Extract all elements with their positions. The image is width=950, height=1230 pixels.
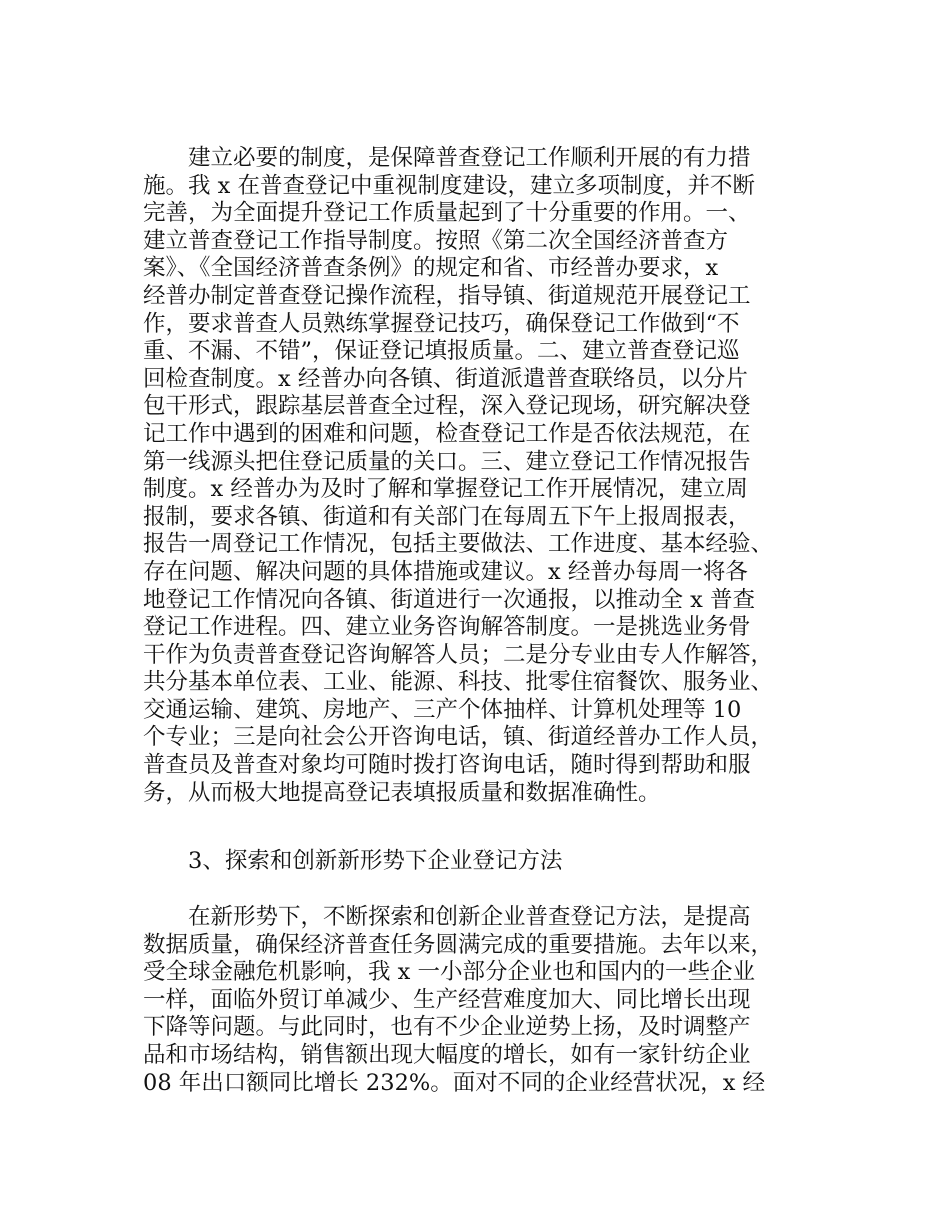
- text-line: 记工作中遇到的困难和问题，检查登记工作是否依法规范，在: [143, 420, 751, 447]
- text-line: 报告一周登记工作情况，包括主要做法、工作进度、基本经验、: [143, 531, 774, 558]
- text-line: 交通运输、建筑、房地产、三产个体抽样、计算机处理等 10: [143, 696, 742, 723]
- text-line: 回检查制度。x 经普办向各镇、街道派遣普查联络员，以分片: [143, 365, 748, 392]
- text-line: 干作为负责普查登记咨询解答人员；二是分专业由专人作解答，: [143, 641, 774, 668]
- text-line: 下降等问题。与此同时，也有不少企业逆势上扬，及时调整产: [143, 1014, 751, 1041]
- text-line: 建立普查登记工作指导制度。按照《第二次全国经济普查方: [143, 227, 729, 254]
- text-line: 在新形势下，不断探索和创新企业普查登记方法，是提高: [188, 904, 751, 930]
- text-line: 包干形式，跟踪基层普查全过程，深入登记现场，研究解决登: [143, 393, 751, 420]
- text-line: 08 年出口额同比增长 232%。面对不同的企业经营状况，x 经: [143, 1069, 766, 1096]
- text-line: 共分基本单位表、工业、能源、科技、批零住宿餐饮、服务业、: [143, 669, 774, 696]
- text-line: 案》、《全国经济普查条例》的规定和省、市经普办要求，x: [143, 255, 719, 282]
- section-heading: [143, 848, 823, 876]
- text-line: 地登记工作情况向各镇、街道进行一次通报，以推动全 x 普查: [143, 586, 755, 613]
- text-line: 普查员及普查对象均可随时拨打咨询电话，随时得到帮助和服: [143, 752, 751, 779]
- text-line: 登记工作进程。四、建立业务咨询解答制度。一是挑选业务骨: [143, 614, 751, 641]
- text-line: 制度。x 经普办为及时了解和掌握登记工作开展情况，建立周: [143, 476, 748, 503]
- text-line: 报制，要求各镇、街道和有关部门在每周五下午上报周报表，: [143, 503, 751, 530]
- paragraph-regulations: [143, 145, 823, 807]
- text-line: 务，从而极大地提高登记表填报质量和数据准确性。: [143, 779, 661, 806]
- text-line: 受全球金融危机影响，我 x 一小部分企业也和国内的一些企业: [143, 959, 755, 986]
- section-heading-text: 3、探索和创新新形势下企业登记方法: [188, 848, 563, 874]
- text-line: 个专业；三是向社会公开咨询电话，镇、街道经普办工作人员，: [143, 724, 774, 751]
- text-line: 施。我 x 在普查登记中重视制度建设，建立多项制度，并不断: [143, 172, 755, 199]
- text-line: 作，要求普查人员熟练掌握登记技巧，确保登记工作做到“不: [143, 310, 740, 337]
- text-line: 重、不漏、不错”，保证登记填报质量。二、建立普查登记巡: [143, 338, 740, 365]
- paragraph-new-methods: [143, 904, 823, 1097]
- text-line: 建立必要的制度，是保障普查登记工作顺利开展的有力措: [188, 145, 751, 171]
- text-line: 数据质量，确保经济普查任务圆满完成的重要措施。去年以来，: [143, 931, 774, 958]
- text-line: 第一线源头把住登记质量的关口。三、建立登记工作情况报告: [143, 448, 751, 475]
- text-line: 存在问题、解决问题的具体措施或建议。x 经普办每周一将各: [143, 558, 748, 585]
- text-line: 完善，为全面提升登记工作质量起到了十分重要的作用。一、: [143, 200, 751, 227]
- text-line: 品和市场结构，销售额出现大幅度的增长，如有一家针纺企业: [143, 1041, 751, 1068]
- text-line: 经普办制定普查登记操作流程，指导镇、街道规范开展登记工: [143, 282, 751, 309]
- text-line: 一样，面临外贸订单减少、生产经营难度加大、同比增长出现: [143, 986, 751, 1013]
